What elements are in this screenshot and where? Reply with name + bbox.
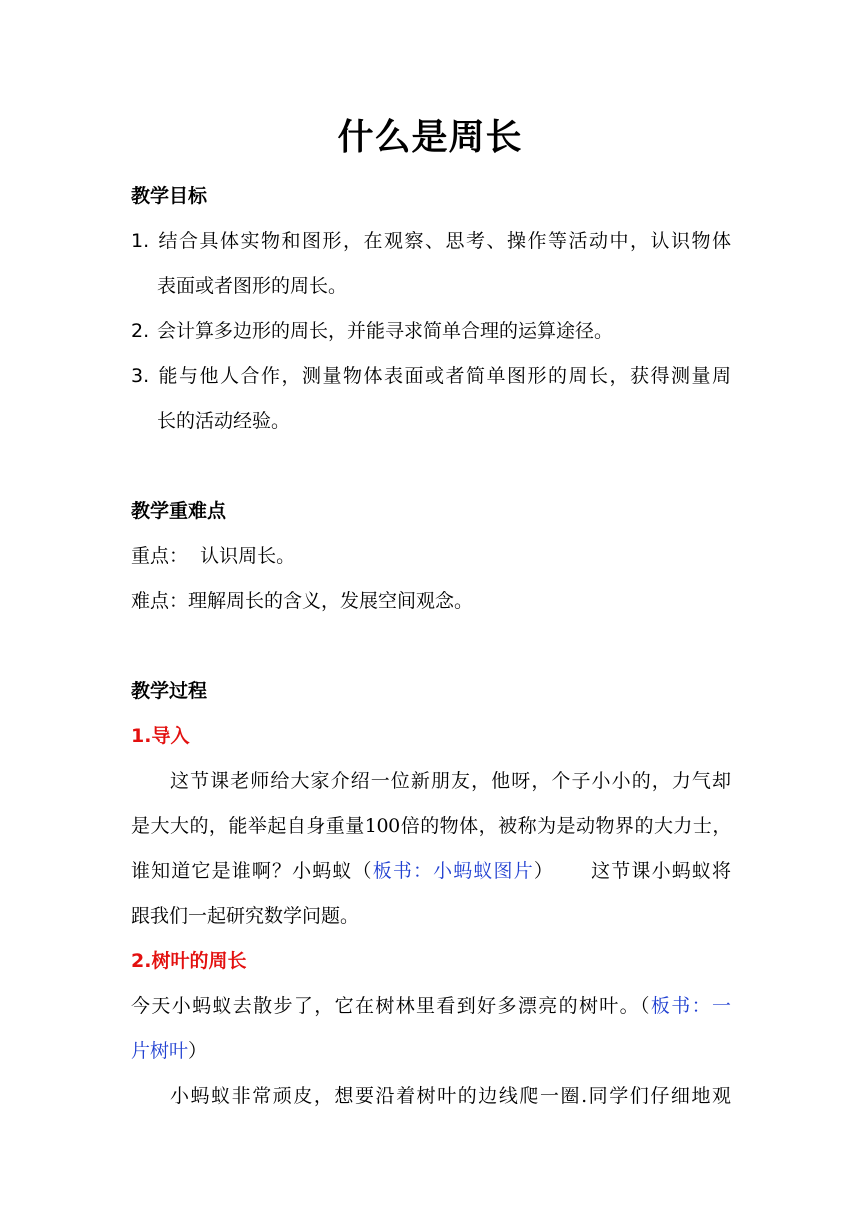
section-1-line-4: 跟我们一起研究数学问题。 <box>131 905 360 927</box>
focus-line: 重点： 认识周长。 <box>131 545 296 567</box>
process-heading: 教学过程 <box>131 680 208 702</box>
page-title: 什么是周长 <box>337 117 523 158</box>
section-2-line-1 <box>131 992 731 1020</box>
goal-item-1 <box>131 227 731 255</box>
board-note: 板书：一 <box>650 995 731 1017</box>
section-1-line-3 <box>131 857 731 885</box>
goal-item-2 <box>131 317 731 345</box>
goals-heading: 教学目标 <box>131 185 208 207</box>
section-1-text: 谁知道它是谁啊？小蚂蚁（ <box>131 860 373 882</box>
difficulty-line: 难点：理解周长的含义，发展空间观念。 <box>131 590 474 612</box>
goal-text: 会计算多边形的周长，并能寻求简单合理的运算途径。 <box>157 320 614 342</box>
section-1-line-2: 是大大的，能举起自身重量100倍的物体，被称为是动物界的大力士， <box>131 815 731 837</box>
goal-number: 2. <box>131 320 150 342</box>
board-note: 片树叶 <box>131 1040 189 1062</box>
goal-text: 结合具体实物和图形，在观察、思考、操作等活动中，认识物体 <box>157 230 731 252</box>
keypoints-heading: 教学重难点 <box>131 500 227 522</box>
section-1-line-1: 这节课老师给大家介绍一位新朋友，他呀，个子小小的，力气却 <box>170 770 731 792</box>
goal-item-3 <box>131 362 731 390</box>
section-2-text: ） <box>188 1040 208 1062</box>
section-2-heading: 2.树叶的周长 <box>131 950 247 972</box>
goal-number: 3. <box>131 365 150 387</box>
section-1-heading: 1.导入 <box>131 725 190 747</box>
section-2-line-2 <box>131 1037 731 1065</box>
goal-item-1-continued: 表面或者图形的周长。 <box>157 275 348 297</box>
section-2-line-3: 小蚂蚁非常顽皮，想要沿着树叶的边线爬一圈.同学们仔细地观 <box>170 1085 731 1107</box>
section-1-text: ） <box>533 860 554 882</box>
goal-number: 1. <box>131 230 150 252</box>
goal-text: 能与他人合作，测量物体表面或者简单图形的周长，获得测量周 <box>157 365 731 387</box>
section-2-text: 今天小蚂蚁去散步了，它在树林里看到好多漂亮的树叶。（ <box>131 995 651 1017</box>
board-note: 板书：小蚂蚁图片 <box>372 860 534 882</box>
goal-item-3-continued: 长的活动经验。 <box>157 410 291 432</box>
section-1-text: 这节课小蚂蚁将 <box>590 860 731 882</box>
